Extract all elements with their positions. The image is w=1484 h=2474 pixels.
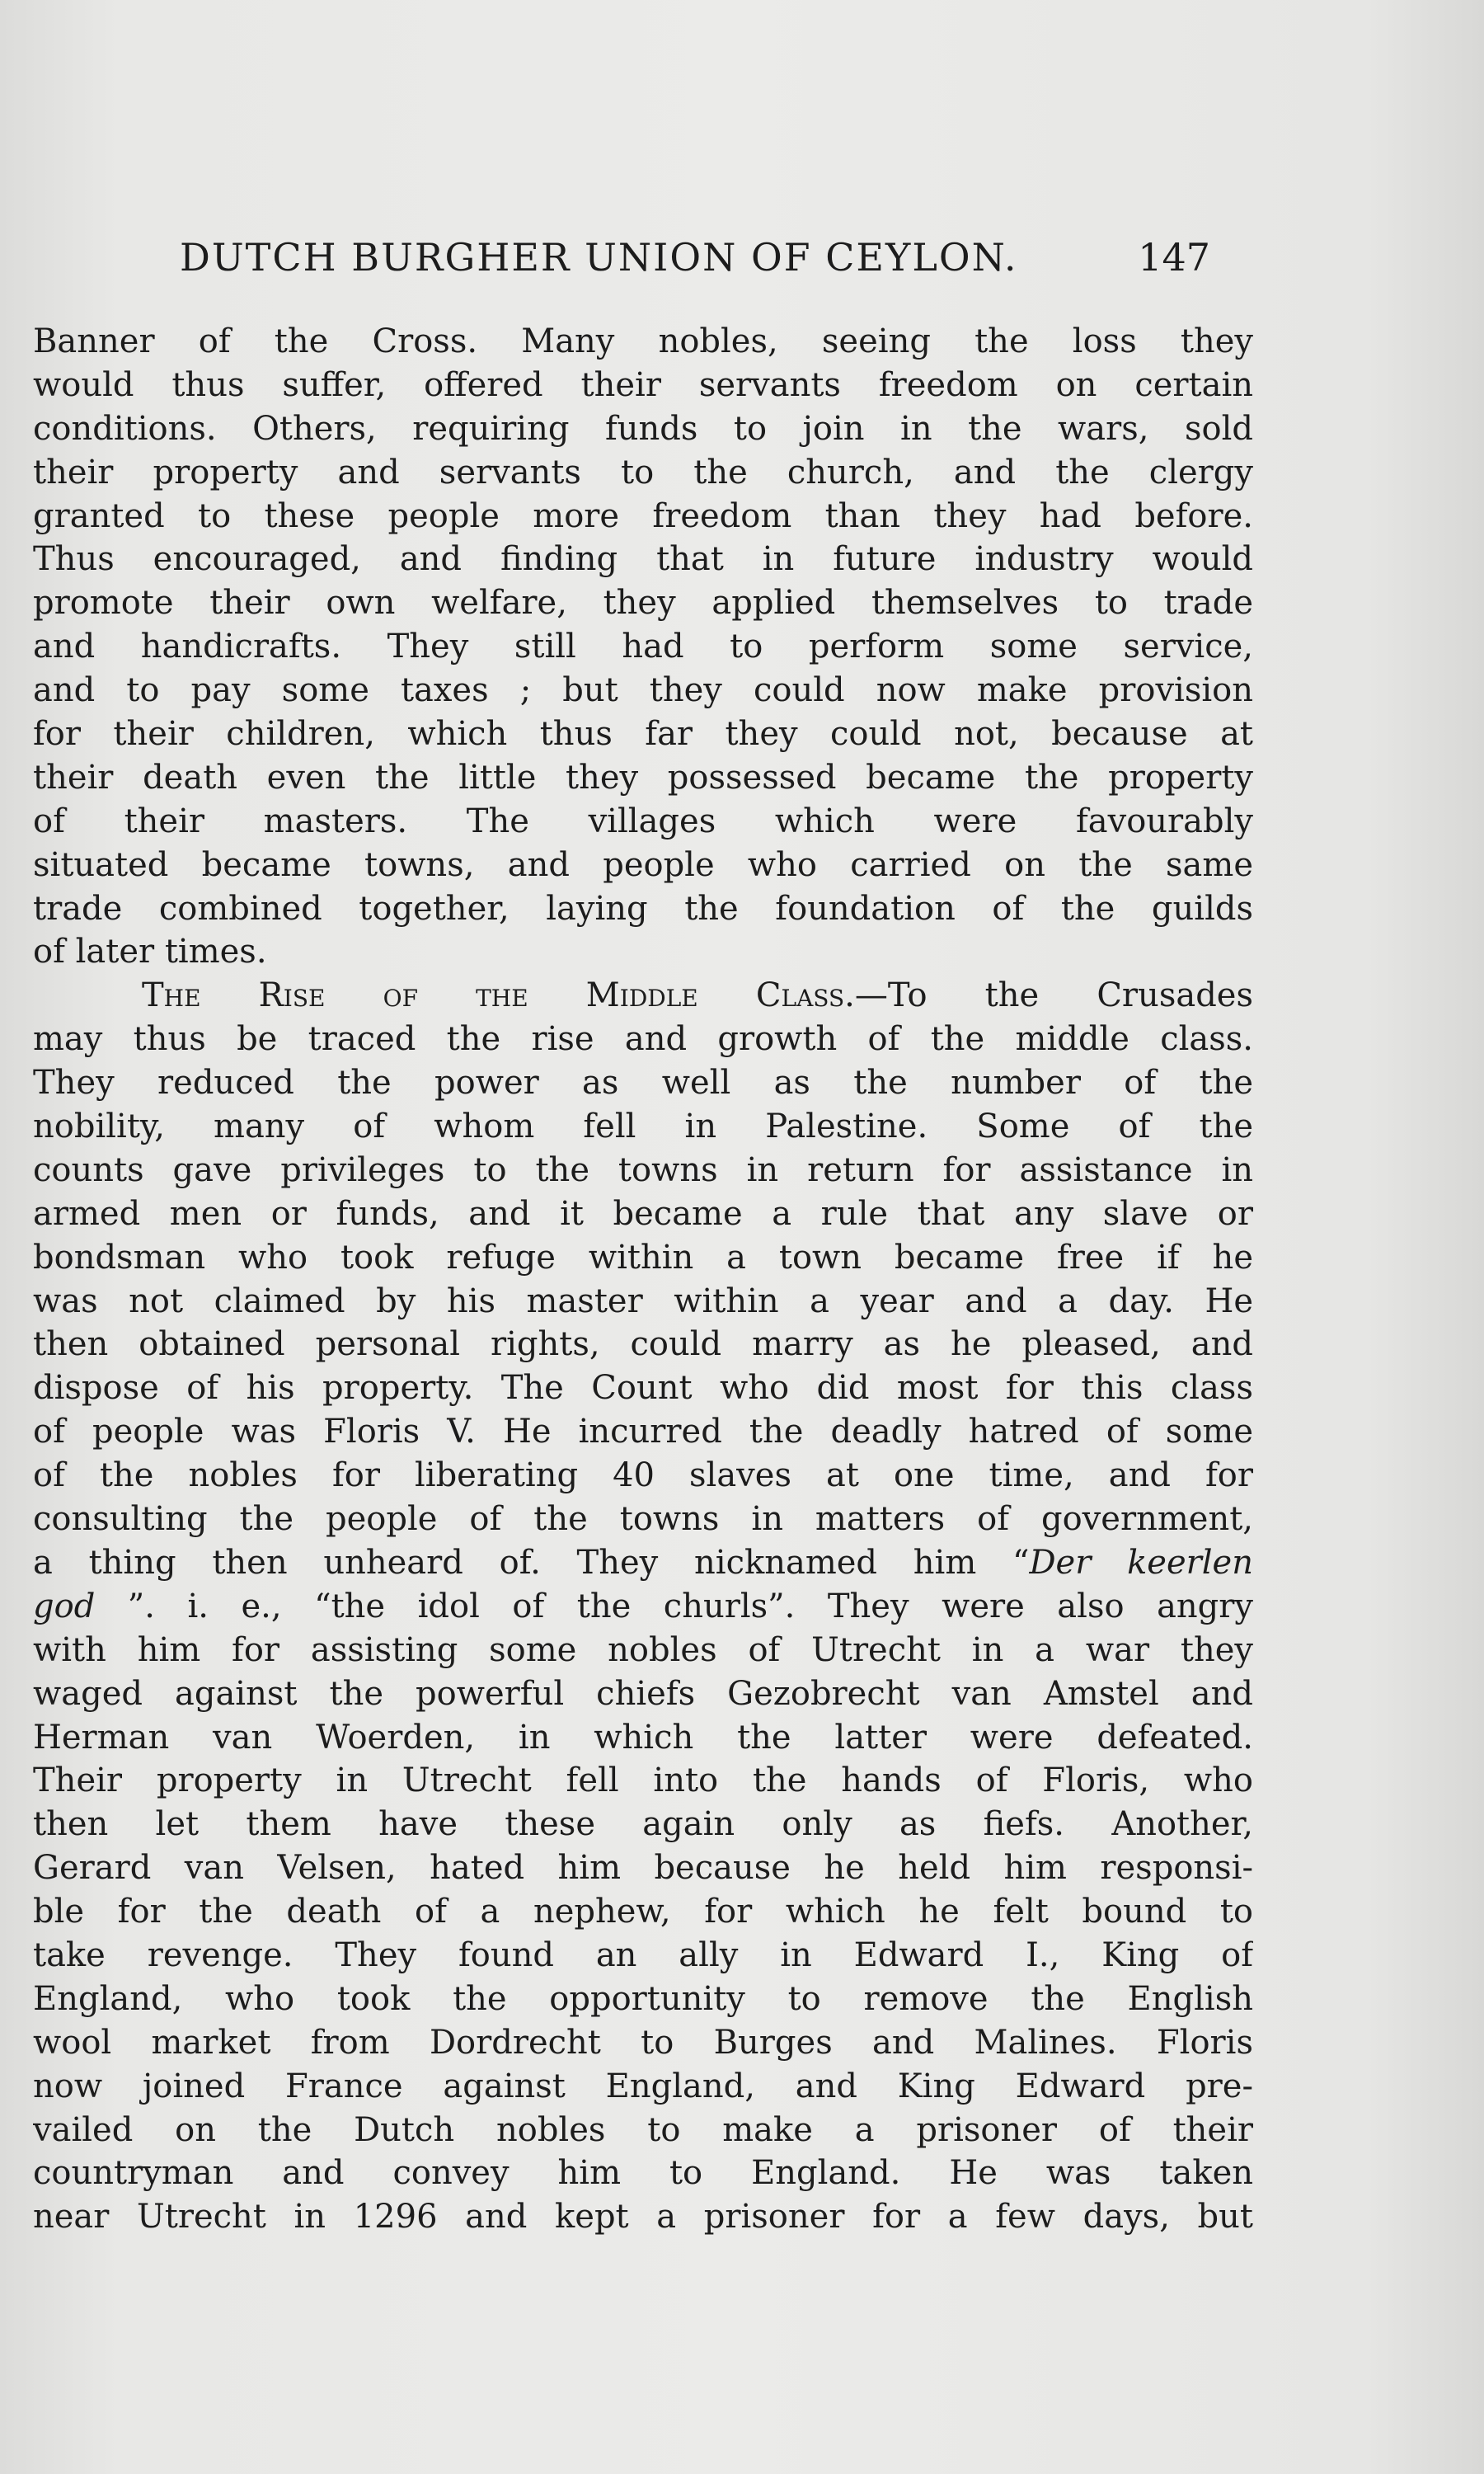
- paragraph-crusade-freedom: [33, 320, 1253, 974]
- text-line: [33, 1541, 1253, 1585]
- text-line: of later times.: [33, 933, 267, 971]
- heading-line-rest: —To the Crusades: [854, 976, 1253, 1015]
- text-line: near Utrecht in 1296 and kept a prisoner for a few days, but: [33, 2198, 1253, 2236]
- text-line: counts gave privileges to the towns in return for assistance in: [33, 1150, 1253, 1189]
- text-line: wool market from Dordrecht to Burges and Malines. Floris: [33, 2023, 1253, 2062]
- text-line: granted to these people more freedom than they had before.: [33, 496, 1253, 535]
- page-number: 147: [1138, 235, 1210, 280]
- text-line: situated became towns, and people who carried on the same: [33, 845, 1253, 884]
- text-line: They reduced the power as well as the number of the: [33, 1064, 1253, 1103]
- text-line: of the nobles for liberating 40 slaves at one time, and for: [33, 1456, 1253, 1495]
- page-header: [180, 224, 1210, 290]
- text-line: dispose of his property. The Count who did most for this class: [33, 1369, 1253, 1408]
- text-line: then let them have these again only as fiefs. Another,: [33, 1805, 1253, 1844]
- text-line: nobility, many of whom fell in Palestine. Some of the: [33, 1108, 1253, 1146]
- text-line: would thus suffer, offered their servants freedom on certain: [33, 365, 1253, 404]
- text-line: vailed on the Dutch nobles to make a prisoner of their: [33, 2110, 1253, 2149]
- text-line: Their property in Utrecht fell into the hands of Floris, who: [33, 1761, 1253, 1800]
- text-line: of people was Floris V. He incurred the deadly hatred of some: [33, 1413, 1253, 1451]
- text-line: for their children, which thus far they could not, because at: [33, 715, 1253, 754]
- text-line: promote their own welfare, they applied themselves to trade: [33, 584, 1253, 623]
- line-segment: ”. i. e., “the idol of the churls”. They were also angry: [95, 1587, 1253, 1625]
- text-line: Banner of the Cross. Many nobles, seeing the loss they: [33, 322, 1253, 360]
- text-line: their death even the little they possessed became the property: [33, 758, 1253, 797]
- text-line: conditions. Others, requiring funds to join in the wars, sold: [33, 409, 1253, 448]
- text-line: and to pay some taxes ; but they could now make provision: [33, 671, 1253, 710]
- running-head: DUTCH BURGHER UNION OF CEYLON.: [180, 235, 1018, 280]
- text-line: ble for the death of a nephew, for which he felt bound to: [33, 1893, 1253, 1931]
- text-line: waged against the powerful chiefs Gezobrecht van Amstel and: [33, 1674, 1253, 1713]
- text-line: [33, 1585, 1253, 1629]
- text-line: consulting the people of the towns in matters of government,: [33, 1500, 1253, 1539]
- paragraph-rise-of-middle-class: [33, 974, 1253, 2239]
- text-line: trade combined together, laying the foundation of the guilds: [33, 889, 1253, 928]
- text-line: Gerard van Velsen, hated him because he held him responsi-: [33, 1849, 1253, 1888]
- text-line: may thus be traced the rise and growth of the middle class.: [33, 1020, 1253, 1059]
- nickname-italic: Der keerlen: [1029, 1543, 1253, 1582]
- nickname-italic: god: [33, 1587, 96, 1625]
- text-line: [33, 974, 1253, 1018]
- text-line: armed men or funds, and it became a rule that any slave or: [33, 1194, 1253, 1233]
- text-line: bondsman who took refuge within a town became free if he: [33, 1238, 1253, 1277]
- text-line: Herman van Woerden, in which the latter were defeated.: [33, 1718, 1253, 1757]
- section-heading: The Rise of the Middle Class.: [142, 976, 855, 1015]
- line-segment: a thing then unheard of. They nicknamed him “: [33, 1543, 1030, 1582]
- text-line: was not claimed by his master within a year and a day. He: [33, 1282, 1253, 1320]
- text-line: now joined France against England, and King Edward pre-: [33, 2067, 1253, 2105]
- text-line: their property and servants to the church, and the clergy: [33, 453, 1253, 492]
- text-line: of their masters. The villages which were favourably: [33, 802, 1253, 840]
- text-line: Thus encouraged, and finding that in future industry would: [33, 540, 1253, 579]
- text-line: with him for assisting some nobles of Utrecht in a war they: [33, 1630, 1253, 1669]
- text-line: England, who took the opportunity to remove the English: [33, 1979, 1253, 2018]
- page-body: [33, 320, 1253, 2239]
- text-line: and handicrafts. They still had to perform some service,: [33, 628, 1253, 666]
- text-line: then obtained personal rights, could marry as he pleased, and: [33, 1325, 1253, 1364]
- text-line: take revenge. They found an ally in Edward I., King of: [33, 1935, 1253, 1974]
- text-line: countryman and convey him to England. He was taken: [33, 2154, 1253, 2193]
